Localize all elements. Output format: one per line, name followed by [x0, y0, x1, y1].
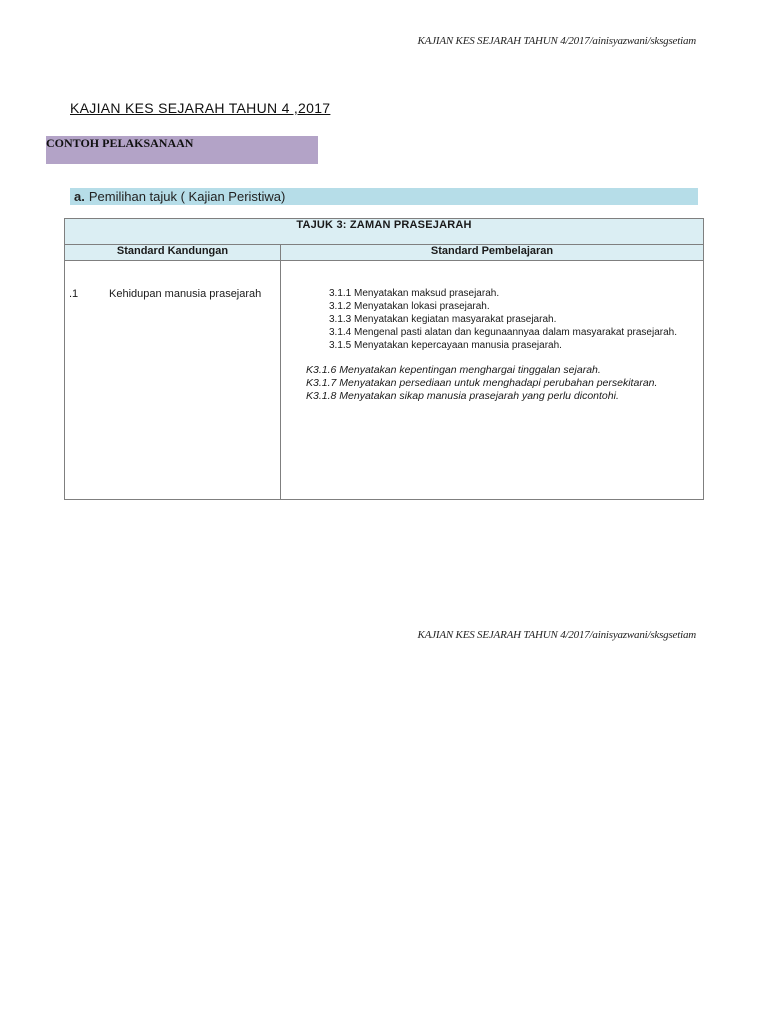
list-item: 3.1.4 Mengenal pasti alatan dan kegunaannyaa dalam masyarakat prasejarah.	[329, 327, 678, 338]
list-item: K3.1.7 Menyatakan persediaan untuk menghadapi perubahan persekitaran.	[306, 377, 658, 389]
table-header-row	[65, 245, 704, 261]
table-topic-row	[65, 219, 704, 245]
page-header-note: KAJIAN KES SEJARAH TAHUN 4/2017/ainisyazwani/sksgsetiam	[417, 35, 696, 47]
section-label: CONTOH PELAKSANAAN	[46, 136, 194, 150]
list-item: 3.1.1 Menyatakan maksud prasejarah.	[329, 288, 500, 299]
standard-kandungan-cell	[65, 261, 281, 500]
page-footer-note: KAJIAN KES SEJARAH TAHUN 4/2017/ainisyazwani/sksgsetiam	[417, 629, 696, 641]
list-item: 3.1.2 Menyatakan lokasi prasejarah.	[329, 301, 490, 312]
standard-kandungan-text: Kehidupan manusia prasejarah	[109, 288, 262, 300]
header-standard-kandungan: Standard Kandungan	[65, 245, 281, 261]
standard-pembelajaran-list	[306, 287, 695, 352]
table-content-row	[65, 261, 704, 500]
table-topic-cell: TAJUK 3: ZAMAN PRASEJARAH	[65, 219, 704, 245]
list-item: 3.1.3 Menyatakan kegiatan masyarakat prasejarah.	[329, 314, 557, 325]
header-standard-pembelajaran: Standard Pembelajaran	[281, 245, 704, 261]
topic-heading-text: Pemilihan tajuk ( Kajian Peristiwa)	[88, 189, 286, 204]
list-item: K3.1.8 Menyatakan sikap manusia prasejarah yang perlu dicontohi.	[306, 390, 619, 402]
standard-kandungan-item	[65, 288, 280, 300]
topic-heading-band	[70, 188, 698, 205]
standards-table	[64, 218, 704, 500]
document-title: KAJIAN KES SEJARAH TAHUN 4 ,2017	[70, 100, 331, 116]
list-item: 3.1.5 Menyatakan kepercayaan manusia prasejarah.	[329, 340, 562, 351]
topic-heading-letter: a.	[74, 189, 85, 204]
list-item: K3.1.6 Menyatakan kepentingan menghargai tinggalan sejarah.	[306, 364, 601, 376]
standard-kandungan-number: .1	[69, 288, 79, 300]
standard-pembelajaran-cell	[281, 261, 704, 500]
section-label-band	[46, 136, 318, 164]
k-standards-list	[306, 364, 695, 403]
